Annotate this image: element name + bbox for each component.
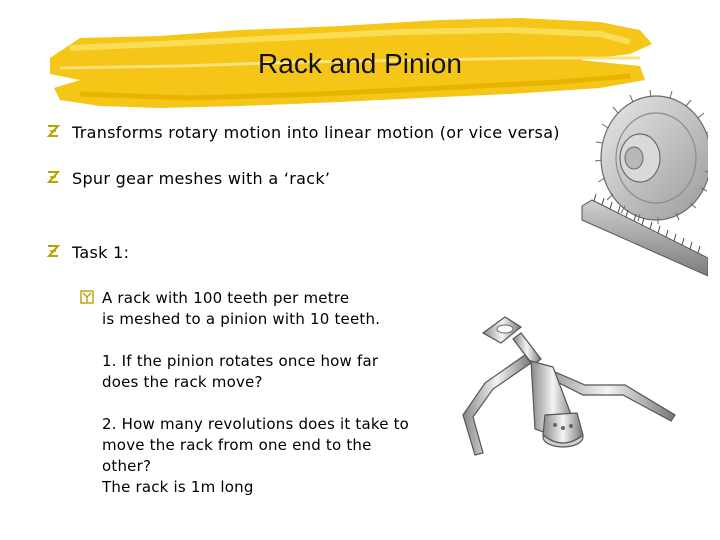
text-line: A rack with 100 teeth per metre: [102, 289, 350, 307]
bullet-item: [46, 123, 560, 142]
z-bullet-icon: [46, 244, 72, 262]
z-bullet-icon: [46, 124, 72, 142]
question-2-line: The rack is 1m long: [102, 478, 254, 496]
z-bullet-icon: [46, 170, 72, 188]
question-1-line: 1. If the pinion rotates once how far: [102, 352, 379, 370]
sub-bullet-text: [102, 288, 410, 498]
slide-title: Rack and Pinion: [258, 48, 462, 79]
question-2-line: move the rack from one end to the other?: [102, 436, 372, 475]
question-2-line: 2. How many revolutions does it take to: [102, 415, 410, 433]
corkscrew-image: [435, 305, 685, 465]
bullet-text: Spur gear meshes with a ‘rack’: [72, 169, 331, 188]
bullet-text: Transforms rotary motion into linear motion (or vice versa): [72, 123, 560, 142]
text-line: is meshed to a pinion with 10 teeth.: [102, 310, 381, 328]
bullet-item: [46, 169, 330, 188]
question-1-line: does the rack move?: [102, 373, 263, 391]
y-box-bullet-icon: [80, 289, 96, 305]
rack-and-pinion-image: [578, 88, 708, 288]
sub-bullet: [80, 288, 410, 498]
bullet-item: [46, 243, 129, 262]
bullet-text: Task 1:: [72, 243, 130, 262]
